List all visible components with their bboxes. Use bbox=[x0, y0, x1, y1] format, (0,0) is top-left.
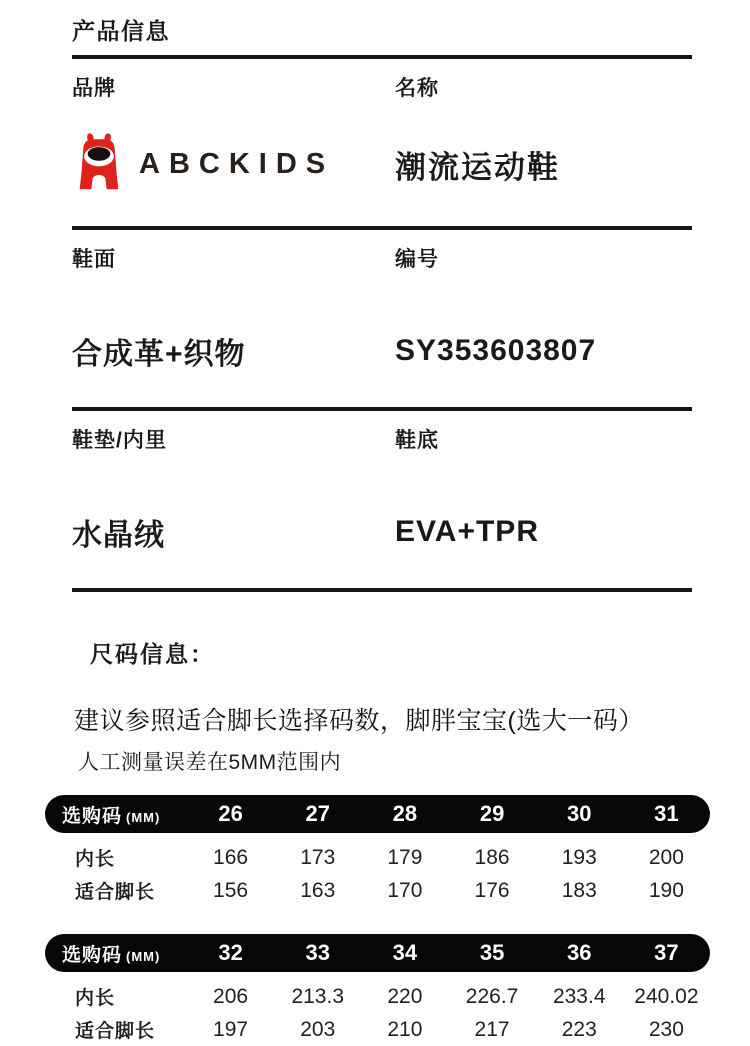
size-cell: 32 bbox=[218, 940, 243, 965]
brand-name-values-row bbox=[72, 102, 692, 226]
fit-length-cell: 197 bbox=[213, 1017, 249, 1041]
inner-length-label: 内长 bbox=[75, 988, 116, 1009]
code-label: 编号 bbox=[395, 248, 439, 271]
measurement-note-text: 人工测量误差在5MM范围内 bbox=[78, 751, 342, 774]
insole-label: 鞋垫/内里 bbox=[72, 429, 167, 452]
inner-length-cell: 186 bbox=[474, 845, 510, 869]
fit-length-cell: 203 bbox=[300, 1017, 336, 1041]
fit-length-cell: 210 bbox=[387, 1017, 423, 1041]
size-cell: 36 bbox=[567, 940, 592, 965]
fit-length-cell: 163 bbox=[300, 878, 336, 902]
brand-name-labels-row bbox=[72, 59, 692, 102]
fit-length-cell: 230 bbox=[648, 1017, 684, 1041]
size-cell: 28 bbox=[392, 801, 418, 826]
size-cell: 33 bbox=[305, 940, 330, 965]
inner-length-cell: 173 bbox=[300, 845, 336, 869]
size-header-label-cell bbox=[45, 801, 187, 828]
size-cell: 27 bbox=[305, 801, 330, 826]
inner-length-cell: 240.02 bbox=[634, 984, 699, 1008]
size-advice-text: 建议参照适合脚长选择码数，脚胖宝宝(选大一码） bbox=[74, 707, 644, 735]
size-chart-header-row bbox=[45, 795, 710, 833]
inner-length-cell: 166 bbox=[213, 845, 249, 869]
size-chart-group-1 bbox=[45, 795, 710, 907]
fit-length-cell: 190 bbox=[648, 878, 684, 902]
inner-length-cell: 179 bbox=[387, 845, 423, 869]
inner-length-cell: 220 bbox=[387, 984, 423, 1008]
inner-length-cell: 206 bbox=[213, 984, 249, 1008]
fit-length-row bbox=[45, 874, 710, 907]
upper-label: 鞋面 bbox=[72, 248, 116, 271]
size-cell: 31 bbox=[654, 801, 679, 826]
size-cell: 37 bbox=[654, 940, 679, 965]
section-title-product-info: 产品信息 bbox=[72, 18, 170, 44]
size-header-label-cell bbox=[45, 940, 187, 967]
insole-value: 水晶绒 bbox=[72, 519, 165, 552]
inner-length-cell: 213.3 bbox=[291, 984, 345, 1008]
size-chart-group-2 bbox=[45, 934, 710, 1046]
brand-monster-icon bbox=[72, 131, 126, 197]
insole-sole-values-row bbox=[72, 510, 692, 554]
size-cell: 26 bbox=[218, 801, 243, 826]
fit-length-label: 适合脚长 bbox=[75, 882, 156, 903]
product-name-value: 潮流运动鞋 bbox=[395, 149, 560, 185]
inner-length-cell: 200 bbox=[648, 845, 684, 869]
size-chart bbox=[0, 795, 750, 1046]
size-cell: 34 bbox=[392, 940, 418, 965]
brand-logo bbox=[72, 131, 395, 197]
size-header-unit: (MM) bbox=[126, 948, 161, 964]
inner-length-cell: 233.4 bbox=[552, 984, 606, 1008]
fit-length-cell: 176 bbox=[474, 878, 510, 902]
fit-length-cell: 156 bbox=[213, 878, 249, 902]
inner-length-row bbox=[45, 980, 710, 1013]
size-cell: 35 bbox=[479, 940, 505, 965]
fit-length-cell: 217 bbox=[474, 1017, 510, 1041]
fit-length-row bbox=[45, 1013, 710, 1046]
brand-wordmark: ABCKIDS bbox=[139, 147, 335, 180]
fit-length-cell: 183 bbox=[561, 878, 597, 902]
size-header-unit: (MM) bbox=[126, 809, 161, 825]
sole-label: 鞋底 bbox=[395, 429, 439, 452]
divider bbox=[72, 588, 692, 592]
inner-length-cell: 226.7 bbox=[465, 984, 519, 1008]
inner-length-label: 内长 bbox=[75, 849, 116, 870]
name-label: 名称 bbox=[395, 77, 439, 100]
section-title-size-info: 尺码信息： bbox=[90, 641, 215, 667]
inner-length-cell: 193 bbox=[561, 845, 597, 869]
size-chart-header-row bbox=[45, 934, 710, 972]
upper-code-values-row bbox=[72, 329, 692, 373]
brand-label: 品牌 bbox=[72, 77, 116, 100]
fit-length-label: 适合脚长 bbox=[75, 1021, 156, 1042]
upper-code-labels-row bbox=[72, 230, 692, 273]
size-header-label: 选购码 bbox=[62, 944, 123, 966]
size-header-label: 选购码 bbox=[62, 805, 123, 827]
inner-length-row bbox=[45, 841, 710, 874]
sole-value: EVA+TPR bbox=[395, 515, 539, 548]
size-cell: 29 bbox=[479, 801, 505, 826]
upper-value: 合成革+织物 bbox=[72, 338, 246, 371]
insole-sole-labels-row bbox=[72, 411, 692, 454]
fit-length-cell: 223 bbox=[561, 1017, 597, 1041]
fit-length-cell: 170 bbox=[387, 878, 423, 902]
size-cell: 30 bbox=[567, 801, 592, 826]
code-value: SY353603807 bbox=[395, 334, 597, 367]
